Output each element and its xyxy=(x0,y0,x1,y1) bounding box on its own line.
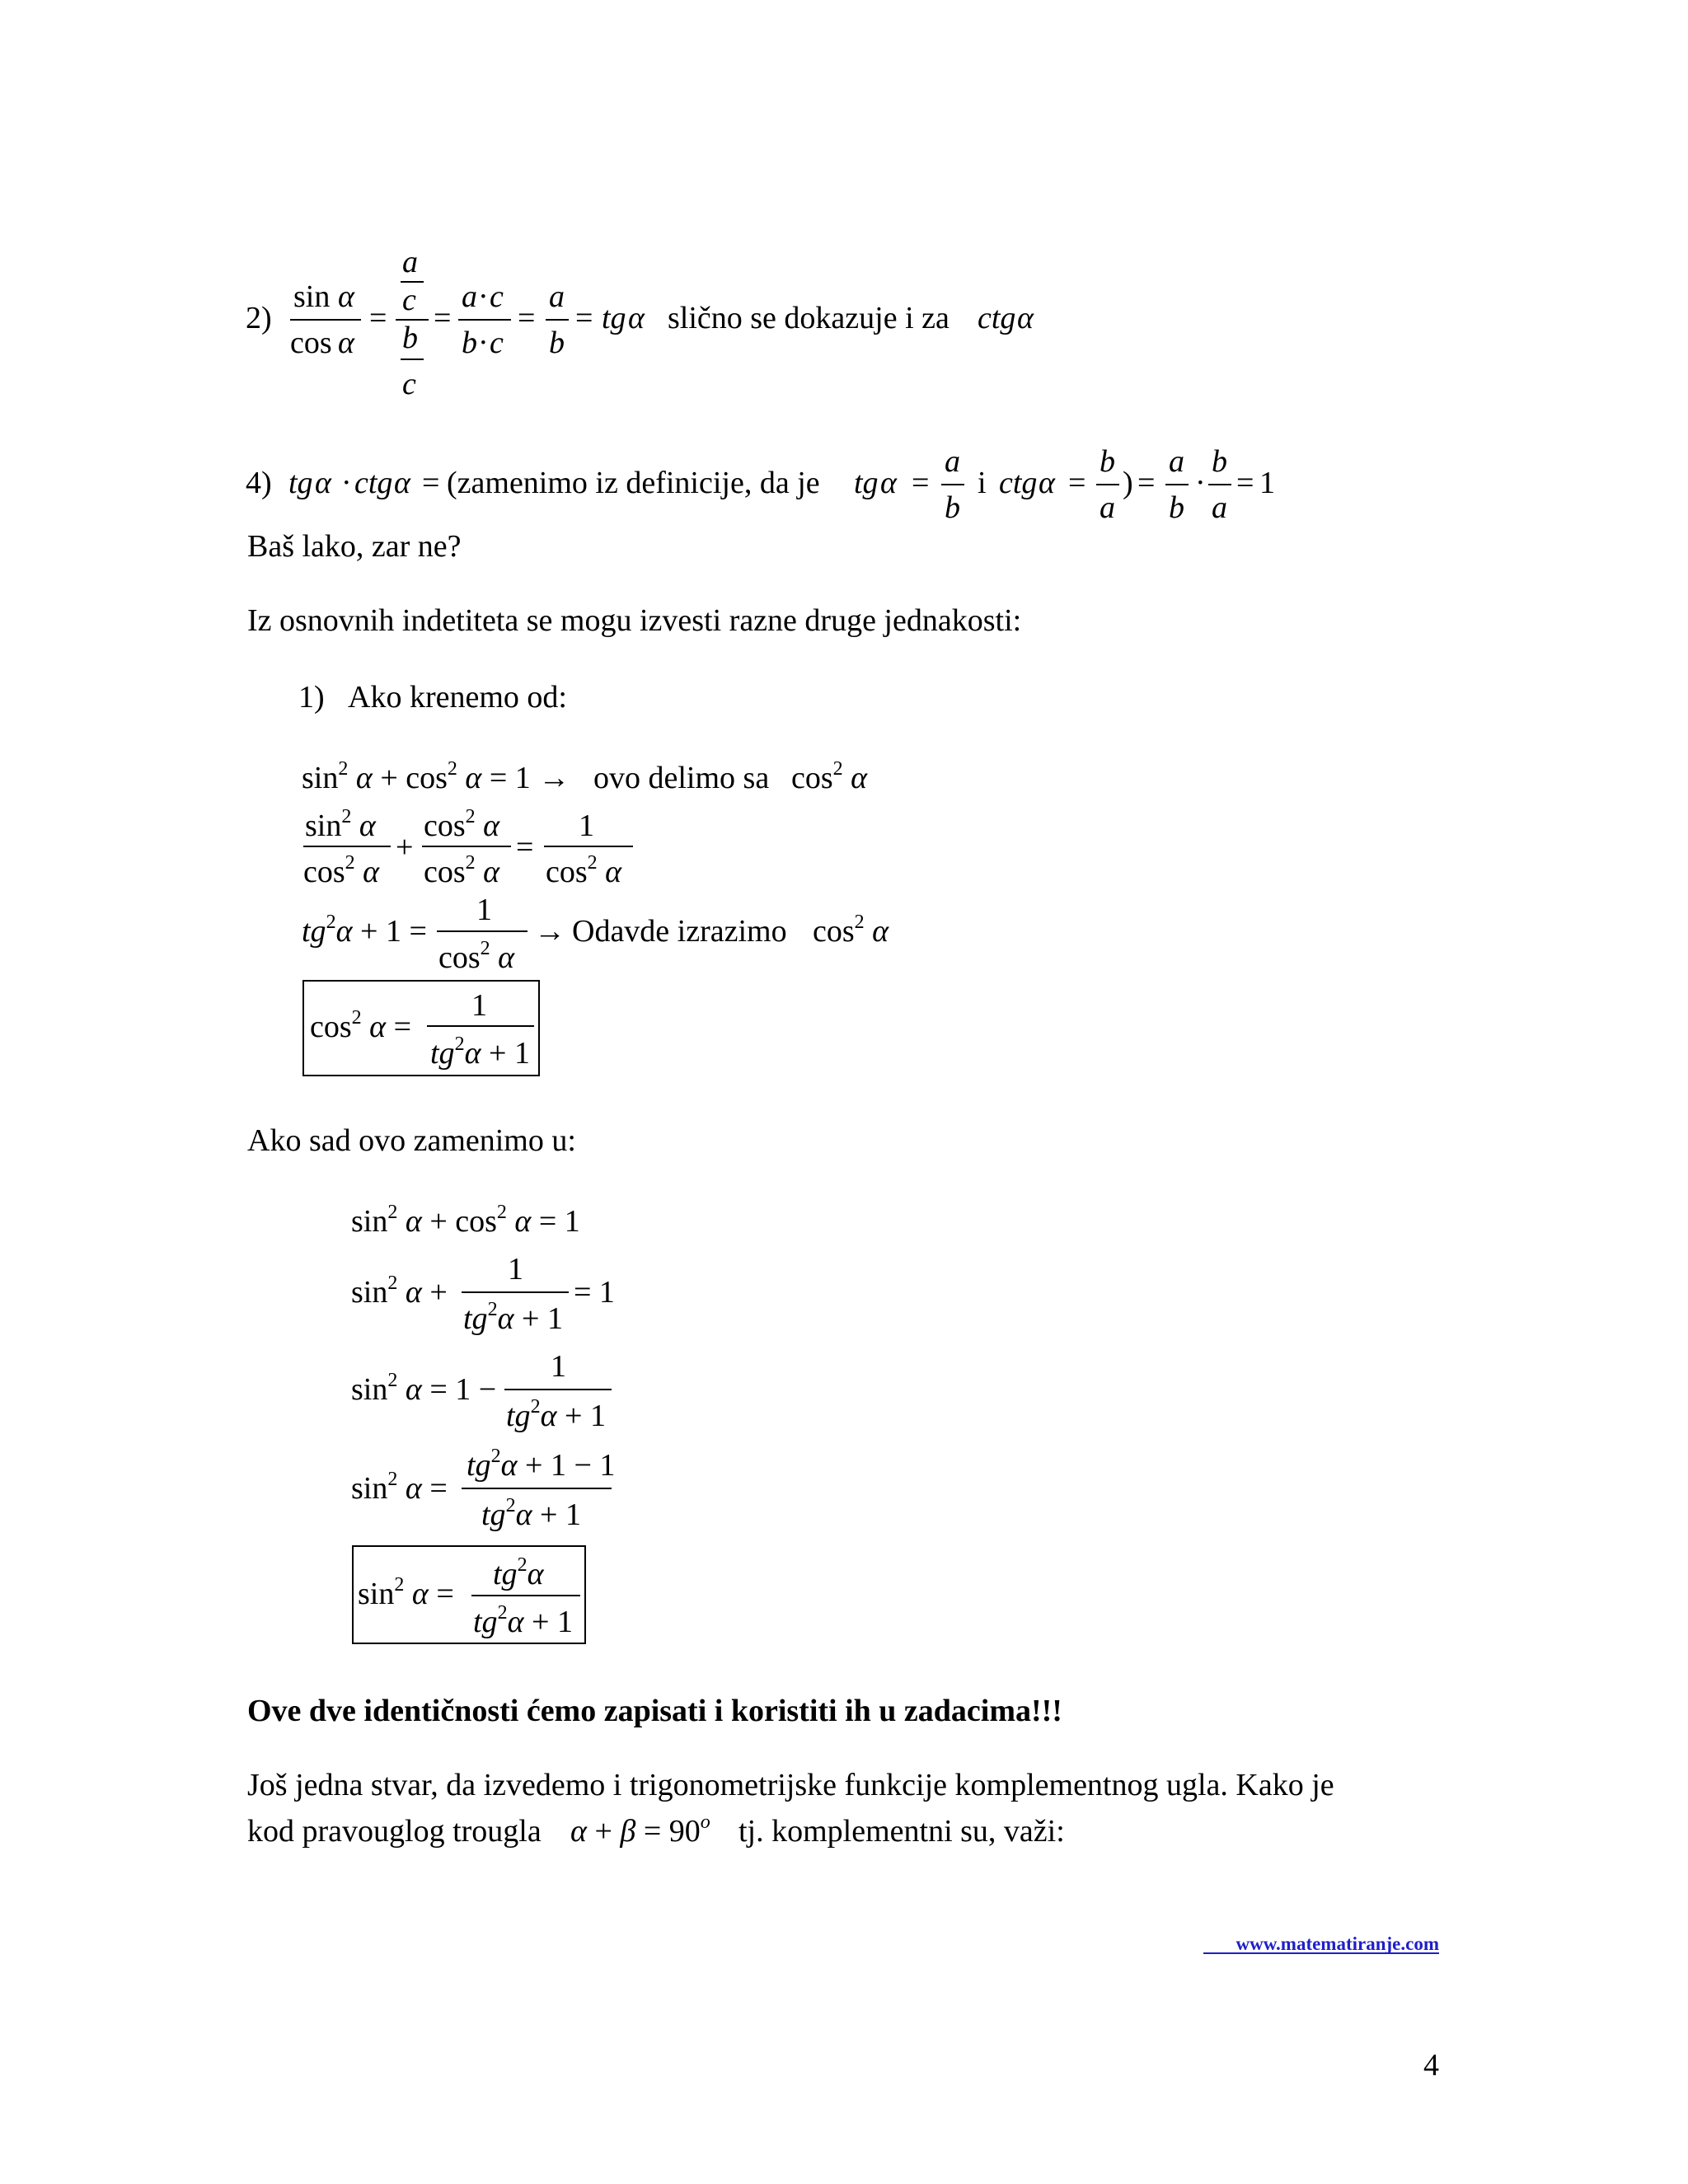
svg-text:→: → xyxy=(534,914,565,949)
svg-text:α: α xyxy=(394,466,410,500)
svg-text:cos2 α: $\cos^2 \alpha$ xyxy=(424,852,500,889)
svg-text:b: b xyxy=(1100,444,1115,479)
svg-text:1: 1 xyxy=(508,1252,523,1286)
svg-text:b: b xyxy=(945,490,960,525)
svg-text:α: α xyxy=(628,301,645,335)
identity-4-label: 4) xyxy=(246,466,272,500)
website-link[interactable]: www.matematiranje.com xyxy=(1236,1933,1439,1954)
intro-text: Iz osnovnih indetiteta se mogu izvesti razne druge jednakosti: xyxy=(247,603,1022,638)
identity-2-block xyxy=(246,245,1034,401)
svg-text:=: = xyxy=(516,830,534,865)
svg-text:a: a xyxy=(945,444,960,479)
svg-text:sin2 α =: $\sin^2 \alpha$ = xyxy=(358,1574,454,1611)
svg-text:ctg: ctg xyxy=(354,466,393,500)
svg-text:tg: tg xyxy=(854,466,879,500)
svg-text:=: = xyxy=(575,301,593,335)
svg-text:): ) xyxy=(1123,466,1133,500)
paragraph-line-2a: kod pravouglog trougla xyxy=(247,1814,542,1849)
svg-text:b: b xyxy=(1169,490,1184,525)
svg-text:b: b xyxy=(1212,444,1227,479)
svg-text:cos2 α: $\cos^2 \alpha$ xyxy=(303,852,380,889)
svg-text:=: = xyxy=(1236,466,1254,500)
cos-text: cos xyxy=(290,326,332,360)
svg-text:sin2 α + cos2 α = 1 →: $\sin^2 \alpha + \cos^2 \alpha = 1$ → xyxy=(302,758,570,795)
remark-text: slično se dokazuje i za xyxy=(668,301,950,335)
svg-text:cos2 α: $\cos^2 \alpha$ xyxy=(813,912,889,949)
svg-text:cos2 α =: $\cos^2 \alpha$ = xyxy=(310,1007,412,1044)
svg-text:1: 1 xyxy=(551,1349,566,1384)
svg-text:= 1: = 1 xyxy=(574,1275,615,1310)
svg-text:=: = xyxy=(434,301,452,335)
svg-text:1: 1 xyxy=(579,808,594,843)
svg-text:a: a xyxy=(1169,444,1184,479)
derivation-cos xyxy=(302,758,889,1076)
svg-text:=: = xyxy=(369,301,387,335)
svg-text:cos2 α: $\cos^2 \alpha$ xyxy=(791,758,868,795)
svg-text:=: = xyxy=(1137,466,1156,500)
identity-2-label: 2) xyxy=(246,301,272,335)
paragraph-line-2b: tj. komplementni su, važi: xyxy=(738,1814,1065,1849)
page-number: 4 xyxy=(1423,2048,1439,2083)
start-text: Ako krenemo od: xyxy=(348,680,567,715)
svg-text:a: a xyxy=(1212,490,1227,525)
identity-4-block xyxy=(246,444,1275,525)
svg-text:=: = xyxy=(518,301,536,335)
easy-text: Baš lako, zar ne? xyxy=(247,529,462,564)
svg-text:sin2 α +: $\sin^2 \alpha$ + xyxy=(351,1272,448,1310)
svg-text:tg2α + 1 =: $tg^2\alpha + 1$ = xyxy=(302,912,427,949)
svg-text:tg2α + 1: $tg^2\alpha + 1$ xyxy=(463,1299,563,1336)
svg-text:α: α xyxy=(315,466,331,500)
svg-text:ctg: ctg xyxy=(999,466,1038,500)
svg-text:c: c xyxy=(490,326,504,360)
svg-text:1: 1 xyxy=(1259,466,1275,500)
svg-text:α: α xyxy=(1039,466,1055,500)
bold-note: Ove dve identičnosti ćemo zapisati i koristiti ih u zadacima!!! xyxy=(247,1694,1062,1728)
complementary-angle-formula: $\alpha + \beta = 90^o$ xyxy=(570,1811,710,1849)
svg-text:ovo delimo sa: ovo delimo sa xyxy=(593,761,770,795)
svg-text:ctg: ctg xyxy=(978,301,1016,335)
svg-text:=: = xyxy=(422,466,440,500)
svg-text:tg2α + 1: $tg^2\alpha + 1$ xyxy=(430,1033,530,1071)
svg-text:b: b xyxy=(549,326,565,360)
derivation-sin xyxy=(351,1202,615,1643)
svg-text:Odavde izrazimo: Odavde izrazimo xyxy=(572,914,787,949)
svg-text:·: · xyxy=(478,326,489,360)
sin-text: sin xyxy=(293,279,331,314)
svg-text:tg2α + 1 − 1: $tg^2\alpha + 1 - 1$ xyxy=(467,1446,616,1483)
svg-text:·: · xyxy=(478,279,489,314)
svg-text:cos2 α: $\cos^2 \alpha$ xyxy=(438,938,515,975)
svg-text:tg2α + 1: $tg^2\alpha + 1$ xyxy=(481,1495,581,1532)
svg-text:(zamenimo iz definicije, da je: (zamenimo iz definicije, da je xyxy=(447,466,820,500)
svg-text:+: + xyxy=(396,830,414,865)
svg-text:a: a xyxy=(1100,490,1115,525)
svg-text:·: · xyxy=(1195,466,1206,500)
svg-text:sin2 α + cos2 α = 1: $\sin^2 \alpha + \cos^2 \alpha = 1$ xyxy=(351,1202,580,1239)
svg-text:b: b xyxy=(462,326,477,360)
paragraph-line-1: Još jedna stvar, da izvedemo i trigonometrijske funkcije komplementnog ugla. Kako je xyxy=(247,1768,1334,1802)
svg-text:·: · xyxy=(341,466,352,500)
svg-text:sin2 α: $\sin^2 \alpha$ xyxy=(305,806,376,843)
svg-text:α: α xyxy=(338,326,354,360)
svg-text:1: 1 xyxy=(471,988,487,1023)
svg-text:α: α xyxy=(338,279,354,314)
svg-text:c: c xyxy=(402,283,416,317)
svg-text:tg2α + 1: $tg^2\alpha + 1$ xyxy=(506,1396,606,1433)
svg-text:i: i xyxy=(978,466,987,500)
svg-text:cos2 α: $\cos^2 \alpha$ xyxy=(424,806,500,843)
svg-text:tg2α: $tg^2\alpha$ xyxy=(493,1554,544,1591)
svg-text:tg: tg xyxy=(602,301,626,335)
svg-text:a: a xyxy=(402,245,418,279)
svg-text:a: a xyxy=(462,279,477,314)
svg-text:=: = xyxy=(912,466,930,500)
svg-text:α: α xyxy=(1017,301,1034,335)
svg-text:sin2 α = 1 −: $\sin^2 \alpha = 1$ − xyxy=(351,1370,497,1407)
svg-text:c: c xyxy=(490,279,504,314)
svg-text:tg: tg xyxy=(288,466,313,500)
svg-text:sin2 α =: $\sin^2 \alpha$ = xyxy=(351,1469,448,1506)
substitute-text: Ako sad ovo zamenimo u: xyxy=(247,1123,576,1158)
svg-text:c: c xyxy=(402,367,416,401)
svg-text:b: b xyxy=(402,321,418,355)
svg-text:1: 1 xyxy=(476,893,492,927)
svg-text:tg2α + 1: $tg^2\alpha + 1$ xyxy=(473,1602,573,1639)
svg-text:cos2 α: $\cos^2 \alpha$ xyxy=(546,852,622,889)
item-1-label: 1) xyxy=(298,680,325,715)
svg-text:α: α xyxy=(880,466,897,500)
svg-text:a: a xyxy=(549,279,565,314)
svg-text:=: = xyxy=(1068,466,1086,500)
